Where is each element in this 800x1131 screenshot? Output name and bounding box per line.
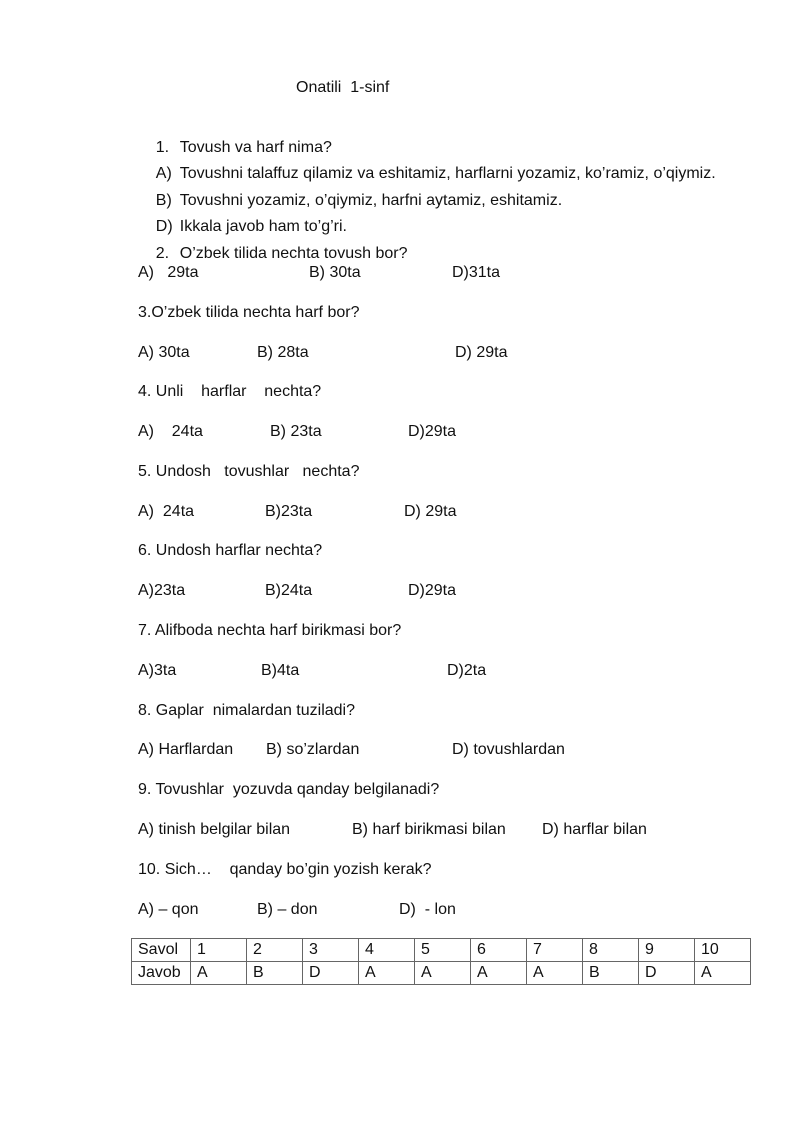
answer-key-table: [131, 938, 751, 985]
answer-cell: D: [639, 962, 695, 985]
question-6: 6. Undosh harflar nechta?: [138, 542, 323, 559]
question-3: 3.O’zbek tilida nechta harf bor?: [138, 304, 360, 321]
question-number-cell: 6: [471, 939, 527, 962]
option-text: Tovushni talaffuz qilamiz va eshitamiz, harflarni yozamiz, ko’ramiz, o’qiymiz.: [179, 165, 716, 182]
q6-option-d: D)29ta: [408, 582, 457, 599]
answer-cell: B: [247, 962, 303, 985]
table-row-label: Savol: [132, 939, 191, 962]
q10-option-b: B) – don: [257, 901, 318, 918]
question-number-cell: 8: [583, 939, 639, 962]
q7-option-a: A)3ta: [138, 662, 177, 679]
option-label: A): [155, 165, 172, 182]
q6-option-a: A)23ta: [138, 582, 186, 599]
answer-cell: A: [695, 962, 751, 985]
question-number-cell: 10: [695, 939, 751, 962]
question-number-cell: 2: [247, 939, 303, 962]
answer-cell: A: [191, 962, 247, 985]
q5-option-d: D) 29ta: [404, 503, 457, 520]
answer-cell: A: [359, 962, 415, 985]
question-number-cell: 5: [415, 939, 471, 962]
option-label: B): [155, 192, 172, 209]
q6-option-b: B)24ta: [265, 582, 313, 599]
answer-cell: A: [415, 962, 471, 985]
q9-option-a: A) tinish belgilar bilan: [138, 821, 291, 838]
q2-option-d: D)31ta: [452, 264, 501, 281]
answer-cell: A: [527, 962, 583, 985]
q3-option-a: A) 30ta: [138, 344, 190, 361]
question-8: 8. Gaplar nimalardan tuziladi?: [138, 702, 356, 719]
question-number: 2.: [155, 245, 170, 262]
question-text: Tovush va harf nima?: [179, 139, 332, 156]
q8-option-a: A) Harflardan: [138, 741, 234, 758]
q3-option-b: B) 28ta: [257, 344, 309, 361]
question-number-cell: 4: [359, 939, 415, 962]
table-row-label: Javob: [132, 962, 191, 985]
q7-option-b: B)4ta: [261, 662, 300, 679]
q5-option-a: A) 24ta: [138, 503, 195, 520]
question-10: 10. Sich… qanday bo’gin yozish kerak?: [138, 861, 432, 878]
answer-cell: A: [471, 962, 527, 985]
answer-cell: D: [303, 962, 359, 985]
question-number-cell: 9: [639, 939, 695, 962]
option-text: Tovushni yozamiz, o’qiymiz, harfni aytamiz, eshitamiz.: [179, 192, 563, 209]
question-9: 9. Tovushlar yozuvda qanday belgilanadi?: [138, 781, 440, 798]
q7-option-d: D)2ta: [447, 662, 487, 679]
q4-option-a: A) 24ta: [138, 423, 203, 440]
q10-option-a: A) – qon: [138, 901, 199, 918]
q3-option-d: D) 29ta: [455, 344, 508, 361]
q9-option-d: D) harflar bilan: [542, 821, 647, 838]
question-text: O’zbek tilida nechta tovush bor?: [179, 245, 408, 262]
answer-cell: B: [583, 962, 639, 985]
q10-option-d: D) - lon: [399, 901, 456, 918]
q8-option-b: B) so’zlardan: [266, 741, 360, 758]
option-text: Ikkala javob ham to’g’ri.: [179, 218, 347, 235]
table-row: [132, 962, 751, 985]
page-title: Onatili 1-sinf: [296, 79, 390, 96]
question-number-cell: 7: [527, 939, 583, 962]
question-number-cell: 3: [303, 939, 359, 962]
question-number-cell: 1: [191, 939, 247, 962]
q9-option-b: B) harf birikmasi bilan: [352, 821, 506, 838]
q4-option-b: B) 23ta: [270, 423, 322, 440]
question-7: 7. Alifboda nechta harf birikmasi bor?: [138, 622, 402, 639]
q5-option-b: B)23ta: [265, 503, 313, 520]
q4-option-d: D)29ta: [408, 423, 457, 440]
question-5: 5. Undosh tovushlar nechta?: [138, 463, 360, 480]
question-number: 1.: [155, 139, 170, 156]
table-row: [132, 939, 751, 962]
option-label: D): [155, 218, 173, 235]
q2-option-b: B) 30ta: [309, 264, 361, 281]
q8-option-d: D) tovushlardan: [452, 741, 565, 758]
q2-option-a: A) 29ta: [138, 264, 199, 281]
question-4: 4. Unli harflar nechta?: [138, 383, 322, 400]
